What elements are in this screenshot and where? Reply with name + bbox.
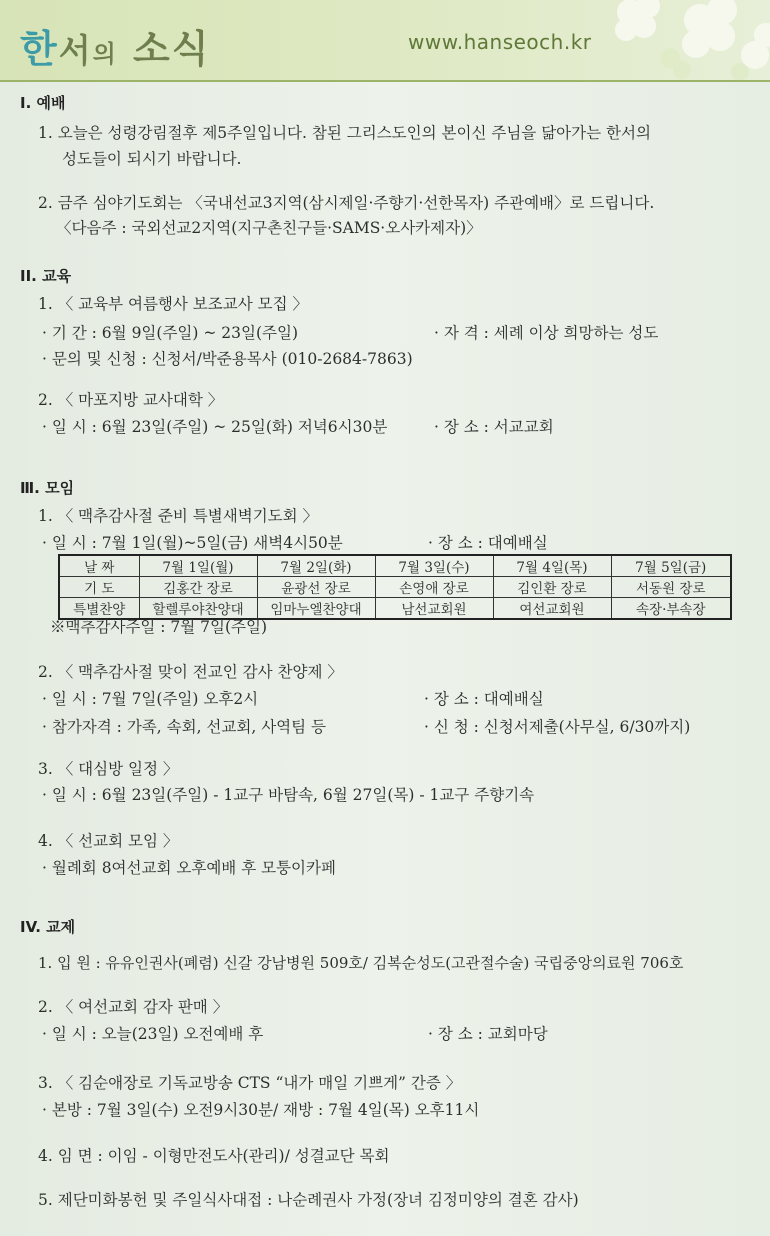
meeting-item-2-eligibility: · 참가자격 : 가족, 속회, 선교회, 사역팀 등 (42, 718, 327, 736)
meeting-item-4-title: 4. 〈 선교회 모임 〉 (38, 832, 179, 850)
worship-item-1-line-1: 1. 오늘은 성령강림절후 제5주일입니다. 참된 그리스도인의 본이신 주님을 닮아가는 한서의 (38, 124, 651, 142)
table-cell: 김홍간 장로 (139, 577, 257, 598)
section-title-fellowship: IV. 교제 (20, 918, 76, 936)
table-cell: 김인환 장로 (493, 577, 611, 598)
section-title-meetings: Ⅲ. 모임 (20, 479, 75, 497)
fellowship-item-3-broadcast: · 본방 : 7월 3일(수) 오전9시30분/ 재방 : 7월 4일(목) 오후11시 (42, 1101, 480, 1119)
fellowship-item-2-title: 2. 〈 여선교회 감자 판매 〉 (38, 998, 229, 1016)
meeting-item-2-apply: · 신 청 : 신청서제출(사무실, 6/30까지) (424, 718, 691, 736)
worship-item-2-line-2: 〈다음주 : 국외선교2지역(지구촌친구들·SAMS·오사카제자)〉 (56, 219, 482, 237)
table-row (59, 577, 731, 598)
meeting-item-2-datetime: · 일 시 : 7월 7일(주일) 오후2시 (42, 690, 259, 708)
table-cell: 할렐루야찬양대 (139, 598, 257, 620)
clover-decoration-icon (570, 0, 770, 80)
table-header-cell: 특별찬양 (59, 598, 139, 620)
title-char-3: 의 (92, 40, 118, 68)
meeting-item-4-detail: · 월례회 8여선교회 오후예배 후 모퉁이카페 (42, 859, 336, 877)
table-cell: 7월 1일(월) (139, 555, 257, 577)
education-item-1-qualification: · 자 격 : 세례 이상 희망하는 성도 (434, 324, 659, 342)
thanksgiving-sunday-note: ※맥추감사주일 : 7월 7일(주일) (50, 618, 268, 636)
table-row (59, 555, 731, 577)
meeting-item-1-place: · 장 소 : 대예배실 (428, 534, 548, 552)
worship-item-2-line-1: 2. 금주 심야기도회는 〈국내선교3지역(삼시제일·주향기·선한목자) 주관예배〉로 드립니다. (38, 194, 655, 212)
title-char-1: 한 (20, 27, 59, 71)
section-title-worship: Ⅰ. 예배 (20, 94, 66, 112)
table-cell: 임마누엘찬양대 (257, 598, 375, 620)
prayer-schedule-table (58, 554, 732, 620)
fellowship-item-5-offering: 5. 제단미화봉헌 및 주일식사대접 : 나순례권사 가정(장녀 김정미양의 결혼 감사) (38, 1191, 579, 1209)
table-cell: 속장·부속장 (611, 598, 731, 620)
title-char-2: 서 (58, 31, 93, 70)
table-cell: 윤광선 장로 (257, 577, 375, 598)
education-item-2-datetime: · 일 시 : 6월 23일(주일) ~ 25일(화) 저녁6시30분 (42, 418, 388, 436)
worship-item-1-line-2: 성도들이 되시기 바랍니다. (62, 150, 242, 168)
meeting-item-3-schedule: · 일 시 : 6월 23일(주일) - 1교구 바탐속, 6월 27일(목) - 1교구 주향기속 (42, 786, 535, 804)
table-header-cell: 기 도 (59, 577, 139, 598)
table-cell: 7월 4일(목) (493, 555, 611, 577)
education-item-1-contact: · 문의 및 신청 : 신청서/박준용목사 (010-2684-7863) (42, 350, 413, 368)
education-item-2-place: · 장 소 : 서교교회 (434, 418, 554, 436)
newsletter-title (20, 18, 210, 73)
table-cell: 여선교회원 (493, 598, 611, 620)
meeting-item-2-title: 2. 〈 맥추감사절 맞이 전교인 감사 찬양제 〉 (38, 663, 343, 681)
education-item-2-title: 2. 〈 마포지방 교사대학 〉 (38, 391, 224, 409)
fellowship-item-4-appointment: 4. 임 면 : 이임 - 이형만전도사(관리)/ 성결교단 목회 (38, 1147, 390, 1165)
education-item-1-title: 1. 〈 교육부 여름행사 보조교사 모집 〉 (38, 295, 309, 313)
education-item-1-period: · 기 간 : 6월 9일(주일) ~ 23일(주일) (42, 324, 299, 342)
section-title-education: II. 교육 (20, 267, 72, 285)
title-char-4: 소식 (117, 27, 211, 71)
table-header-cell: 날 짜 (59, 555, 139, 577)
table-cell: 남선교회원 (375, 598, 493, 620)
table-cell: 7월 3일(수) (375, 555, 493, 577)
table-cell: 서동원 장로 (611, 577, 731, 598)
table-cell: 손영애 장로 (375, 577, 493, 598)
meeting-item-1-datetime: · 일 시 : 7월 1일(월)~5일(금) 새벽4시50분 (42, 534, 343, 552)
table-cell: 7월 2일(화) (257, 555, 375, 577)
meeting-item-2-place: · 장 소 : 대예배실 (424, 690, 544, 708)
table-cell: 7월 5일(금) (611, 555, 731, 577)
header-banner (0, 0, 770, 82)
fellowship-item-1-hospital: 1. 입 원 : 유유인권사(폐렴) 신갈 강남병원 509호/ 김복순성도(고관절수술) 국립중앙의료원 706호 (38, 954, 684, 972)
fellowship-item-2-datetime: · 일 시 : 오늘(23일) 오전예배 후 (42, 1025, 264, 1043)
fellowship-item-3-title: 3. 〈 김순애장로 기독교방송 CTS “내가 매일 기쁘게” 간증 〉 (38, 1074, 462, 1092)
meeting-item-1-title: 1. 〈 맥추감사절 준비 특별새벽기도회 〉 (38, 507, 319, 525)
meeting-item-3-title: 3. 〈 대심방 일정 〉 (38, 760, 179, 778)
fellowship-item-2-place: · 장 소 : 교회마당 (428, 1025, 548, 1043)
website-url[interactable]: www.hanseoch.kr (408, 30, 592, 54)
